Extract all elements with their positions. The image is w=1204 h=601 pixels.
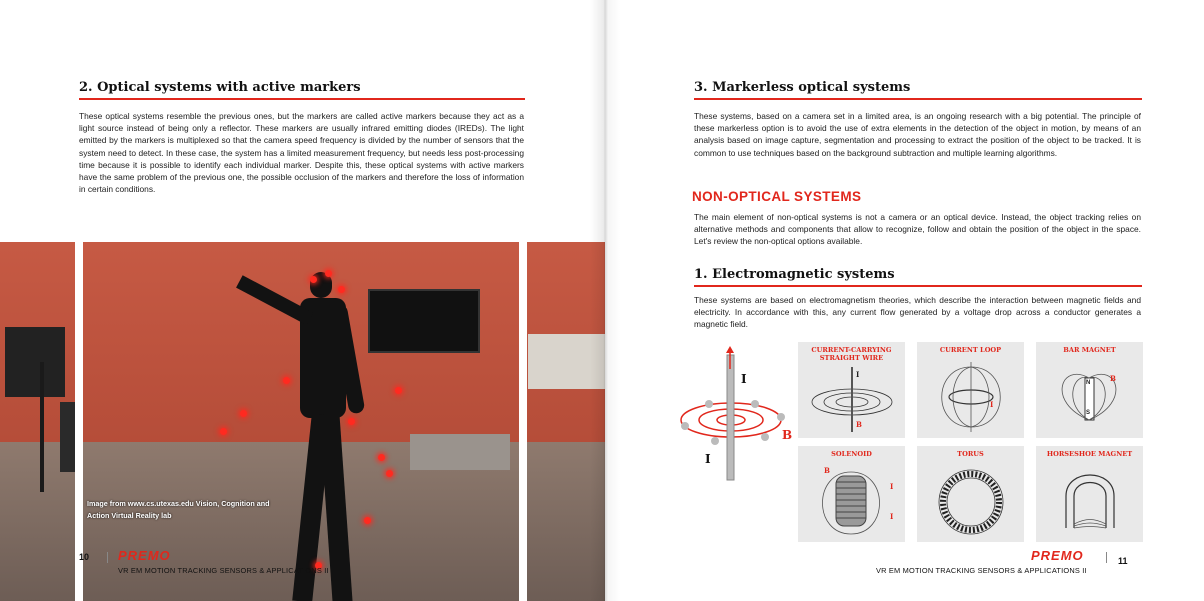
tile-label-i: I bbox=[856, 370, 860, 379]
paragraph-active-markers: These optical systems resemble the previous ones, but the markers are called active markers because they act as a light source instead of being only a reflector. These markers are usually infrared emitting diodes (IREDs). The light emitted by the markers is multiplexed so that the camera speed frequency is divided by the number of sensors that the system need to detect. In these case, the system has a limited measurement frequency, but needs less post-processing time because it is possible to identify each individual marker. Despite this, these optical systems with active markers have the same problem of the previous one, the possible occlusion of the markers and therefore the loss of information in certain conditions. bbox=[79, 111, 524, 195]
photo-caption: Image from www.cs.utexas.edu Vision, Cognition and Action Virtual Reality lab bbox=[87, 499, 270, 520]
tile-solenoid bbox=[798, 446, 905, 542]
bar-magnet-icon bbox=[1036, 342, 1143, 438]
tile-label-n: N bbox=[1086, 380, 1091, 386]
current-arrowhead bbox=[726, 346, 734, 353]
label-current-top: I bbox=[741, 372, 747, 386]
marker-dot bbox=[310, 276, 317, 283]
photo-monitor bbox=[5, 327, 65, 397]
right-page bbox=[605, 0, 1204, 601]
compass-dot bbox=[761, 433, 769, 441]
marker-dot bbox=[338, 286, 345, 293]
photo-table bbox=[410, 434, 510, 470]
tile-label-i: I bbox=[890, 482, 894, 491]
marker-dot bbox=[348, 418, 355, 425]
photo-shelf bbox=[528, 334, 605, 389]
solenoid-icon bbox=[798, 446, 905, 542]
label-field-b: B bbox=[782, 428, 793, 442]
marker-dot bbox=[364, 517, 371, 524]
tile-straight-wire bbox=[798, 342, 905, 438]
marker-dot bbox=[395, 387, 402, 394]
torus-icon bbox=[917, 446, 1024, 542]
tile-bar-magnet bbox=[1036, 342, 1143, 438]
current-loop-icon bbox=[917, 342, 1024, 438]
footer-subtitle: VR EM MOTION TRACKING SENSORS & APPLICATIONS II bbox=[876, 566, 1087, 575]
tile-title: SOLENOID bbox=[831, 450, 872, 458]
photo-stand bbox=[40, 362, 44, 492]
motion-capture-photo bbox=[0, 242, 605, 601]
wire-conductor bbox=[727, 355, 734, 480]
paragraph-electromagnetic: These systems are based on electromagnetism theories, which describe the interaction between magnetic fields and electricity. In accordance with this, any current flow generated by a voltage drop across a conductor generates a magnetic field. bbox=[694, 295, 1141, 330]
label-current-bottom: I bbox=[705, 452, 711, 466]
footer-separator bbox=[1106, 552, 1107, 563]
compass-dot bbox=[705, 400, 713, 408]
tile-title: CURRENT LOOP bbox=[939, 346, 1002, 354]
heading-electromagnetic: 1. Electromagnetic systems bbox=[694, 267, 1142, 287]
footer-separator bbox=[107, 552, 108, 563]
tile-label-b: B bbox=[856, 420, 862, 429]
wire-field-diagram bbox=[675, 345, 795, 485]
section-heading-non-optical: NON-OPTICAL SYSTEMS bbox=[692, 189, 862, 204]
photo-frame-divider bbox=[519, 242, 527, 601]
horseshoe-magnet-icon bbox=[1036, 446, 1143, 542]
tile-torus bbox=[917, 446, 1024, 542]
tile-label-i: I bbox=[890, 512, 894, 521]
paragraph-non-optical: The main element of non-optical systems is not a camera or an optical device. Instead, the object tracking relies on alternative methods and components that allow to recognize, follow and obtain the position of the object in the space. Let's review the non-optical options available. bbox=[694, 212, 1141, 247]
tile-title: CURRENT-CARRYING STRAIGHT WIRE bbox=[811, 346, 892, 362]
tile-title: BAR MAGNET bbox=[1063, 346, 1116, 354]
heading-markerless: 3. Markerless optical systems bbox=[694, 80, 1142, 100]
paragraph-markerless: These systems, based on a camera set in a limited area, is an ongoing research with a big potential. The principle of these markerless option is to avoid the use of extra elements in the detection of the object in motion, by means of an analysis based on image capture, segmentation and processing to extract the position of the object to be tracked. It is common to use techniques based on the background subtraction and multiple learning algorithms. bbox=[694, 111, 1141, 158]
compass-dot bbox=[681, 422, 689, 430]
marker-dot bbox=[220, 428, 227, 435]
photo-tv bbox=[368, 289, 480, 353]
tile-current-loop bbox=[917, 342, 1024, 438]
marker-dot bbox=[325, 270, 332, 277]
compass-dot bbox=[751, 400, 759, 408]
marker-dot bbox=[378, 454, 385, 461]
brand-logo: PREMO bbox=[118, 548, 171, 563]
page-number: 10 bbox=[79, 552, 90, 562]
footer-subtitle: VR EM MOTION TRACKING SENSORS & APPLICATIONS II bbox=[118, 566, 329, 575]
marker-dot bbox=[240, 410, 247, 417]
compass-dot bbox=[777, 413, 785, 421]
page-number: 11 bbox=[1118, 556, 1128, 566]
tile-title: HORSESHOE MAGNET bbox=[1046, 450, 1133, 458]
brand-logo: PREMO bbox=[1031, 548, 1084, 563]
heading-active-markers: 2. Optical systems with active markers bbox=[79, 80, 525, 100]
tile-label-i: I bbox=[990, 400, 994, 409]
tile-horseshoe-magnet bbox=[1036, 446, 1143, 542]
photo-frame-divider bbox=[75, 242, 83, 601]
tile-label-s: S bbox=[1086, 410, 1091, 416]
tile-label-b: B bbox=[1110, 374, 1116, 383]
marker-dot bbox=[283, 377, 290, 384]
marker-dot bbox=[386, 470, 393, 477]
tile-title: TORUS bbox=[957, 450, 984, 458]
tile-label-b: B bbox=[824, 466, 830, 475]
compass-dot bbox=[711, 437, 719, 445]
